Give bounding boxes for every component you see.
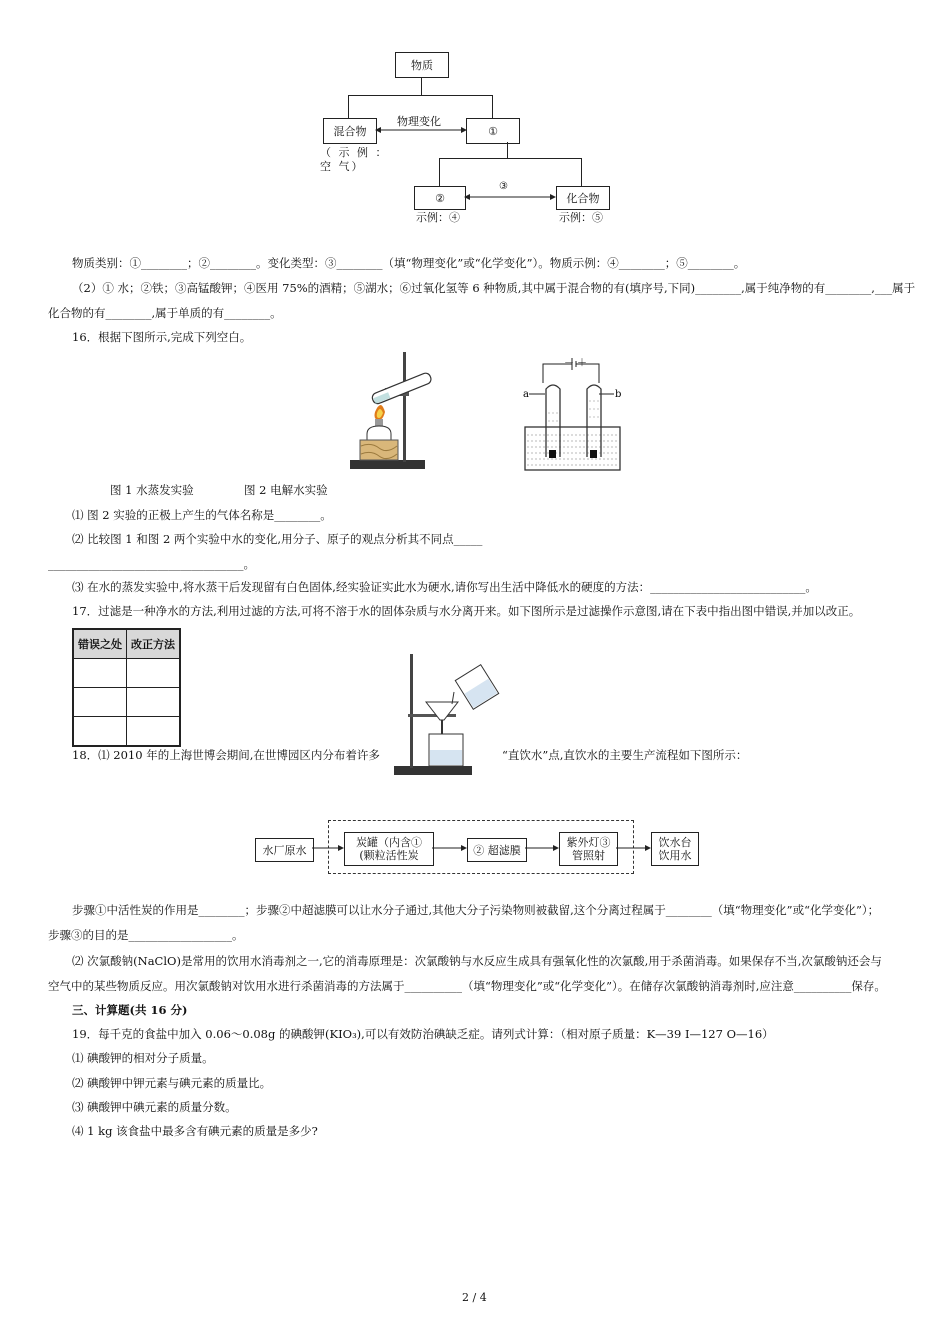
q18-s1b: 步骤③的目的是__________________。 (48, 928, 244, 942)
caption-fig1: 图 1 水蒸发实验 (110, 483, 194, 497)
q17-text: 17．过滤是一种净水的方法,利用过滤的方法,可将不溶于水的固体杂质与水分离开来。如下图所示是过滤操作示意图,请在下表中指出图中错误,并加以改正。 (72, 604, 861, 618)
table-cell[interactable] (127, 688, 181, 717)
q15-line3: 化合物的有________,属于单质的有________。 (48, 306, 282, 320)
node-compound: 化合物 (556, 186, 610, 210)
label-physical-change: 物理变化 (397, 115, 441, 128)
q18-line1b: “直饮水”点,直饮水的主要生产流程如下图所示： (502, 748, 748, 762)
q16-s3: ⑶ 在水的蒸发实验中,将水蒸干后发现留有白色固体,经实验证实此水为硬水,请你写出生活中降低水的硬度的方法：___________________________。 (72, 580, 817, 594)
example-5: 示例：⑤ (559, 211, 603, 224)
node-matter: 物质 (395, 52, 449, 78)
flow-uv-line1: 紫外灯③ (566, 836, 611, 849)
q18-line1a: 18．⑴ 2010 年的上海世博会期间,在世博园区内分布着许多 (72, 748, 380, 762)
page-number: 2 / 4 (462, 1291, 487, 1304)
q16-s1: ⑴ 图 2 实验的正极上产生的气体名称是________。 (72, 508, 332, 522)
q19-p4: ⑷ 1 kg 该食盐中最多含有碘元素的质量是多少? (72, 1124, 318, 1138)
label-plus: ＋ (577, 358, 587, 369)
q15-line2: （2）① 水；②铁；③高锰酸钾；④医用 75%的酒精；⑤湖水；⑥过氧化氢等 6 种物质,其中属于混合物的有(填序号,下同)________,属于纯净物的有________,___属于 (72, 281, 916, 295)
change-arrow-3 (464, 191, 556, 203)
flow-station-line1: 饮水台 (658, 836, 692, 849)
label-minus: － (564, 358, 574, 369)
flow-drinking-station (651, 832, 699, 866)
flow-carbon-tank (344, 832, 434, 866)
flow-uv-line2: 管照射 (572, 849, 605, 862)
flow-arrow-4 (616, 843, 652, 853)
flow-arrow-3 (525, 843, 560, 853)
q19-text: 19．每千克的食盐中加入 0.06～0.08g 的碘酸钾(KIO₃),可以有效防治碘缺乏症。请列式计算：（相对原子质量：K—39 I—127 O—16） (72, 1027, 774, 1041)
q19-p1: ⑴ 碘酸钾的相对分子质量。 (72, 1051, 214, 1065)
q16-s2b: __________________________________。 (48, 557, 255, 571)
figure-evaporation (345, 350, 435, 475)
q19-p2: ⑵ 碘酸钾中钾元素与碘元素的质量比。 (72, 1076, 272, 1090)
q19-p3: ⑶ 碘酸钾中碘元素的质量分数。 (72, 1100, 237, 1114)
node-2: ② (414, 186, 466, 210)
q16-title: 16．根据下图所示,完成下列空白。 (72, 330, 252, 344)
node-1: ① (466, 118, 520, 144)
flow-carbon-line2: (颗粒活性炭 (359, 849, 419, 862)
section-title-calc: 三、计算题(共 16 分) (72, 1003, 188, 1017)
label-3: ③ (499, 181, 508, 192)
figure-electrolysis (515, 355, 627, 475)
table-cell[interactable] (127, 717, 181, 747)
mixture-example: （ 示 例 ： 空 气） (320, 146, 389, 173)
q18-s1: 步骤①中活性炭的作用是________；步骤②中超滤膜可以让水分子通过,其他大分子污染物则被截留,这个分离过程属于________（填“物理变化”或“化学变化”）； (72, 903, 880, 917)
label-a: a (523, 389, 529, 400)
col-fix: 改正方法 (127, 629, 181, 659)
error-table (72, 628, 181, 747)
flow-station-line2: 饮用水 (658, 849, 692, 862)
flow-carbon-line1: 炭罐（内含① (356, 836, 422, 849)
node-mixture: 混合物 (323, 118, 377, 144)
table-cell[interactable] (127, 659, 181, 688)
col-error: 错误之处 (73, 629, 127, 659)
q15-line1: 物质类别：①________；②________。变化类型：③________（填“物理变化”或“化学变化”）。物质示例：④________；⑤________。 (72, 256, 746, 270)
q16-s2: ⑵ 比较图 1 和图 2 两个实验中水的变化,用分子、原子的观点分析其不同点_____ (72, 532, 483, 546)
flow-arrow-1 (312, 843, 346, 853)
flow-uv-lamp (559, 832, 618, 866)
caption-fig2: 图 2 电解水实验 (244, 483, 328, 497)
flow-arrow-2 (432, 843, 468, 853)
flow-raw-water: 水厂原水 (255, 838, 314, 862)
q18-s2b: 空气中的某些物质反应。用次氯酸钠对饮用水进行杀菌消毒的方法属于__________（填“物理变化”或“化学变化”）。在储存次氯酸钠消毒剂时,应注意__________保存。 (48, 979, 886, 993)
q18-s2a: ⑵ 次氯酸钠(NaClO)是常用的饮用水消毒剂之一,它的消毒原理是：次氯酸钠与水反应生成具有强氧化性的次氯酸,用于杀菌消毒。如果保存不当,次氯酸钠还会与 (72, 954, 882, 968)
example-4: 示例：④ (416, 211, 460, 224)
table-cell[interactable] (73, 688, 127, 717)
table-cell[interactable] (73, 717, 127, 747)
table-cell[interactable] (73, 659, 127, 688)
flow-ultrafiltration: ② 超滤膜 (467, 838, 527, 862)
label-b: b (615, 389, 622, 400)
figure-filtration (392, 652, 502, 778)
